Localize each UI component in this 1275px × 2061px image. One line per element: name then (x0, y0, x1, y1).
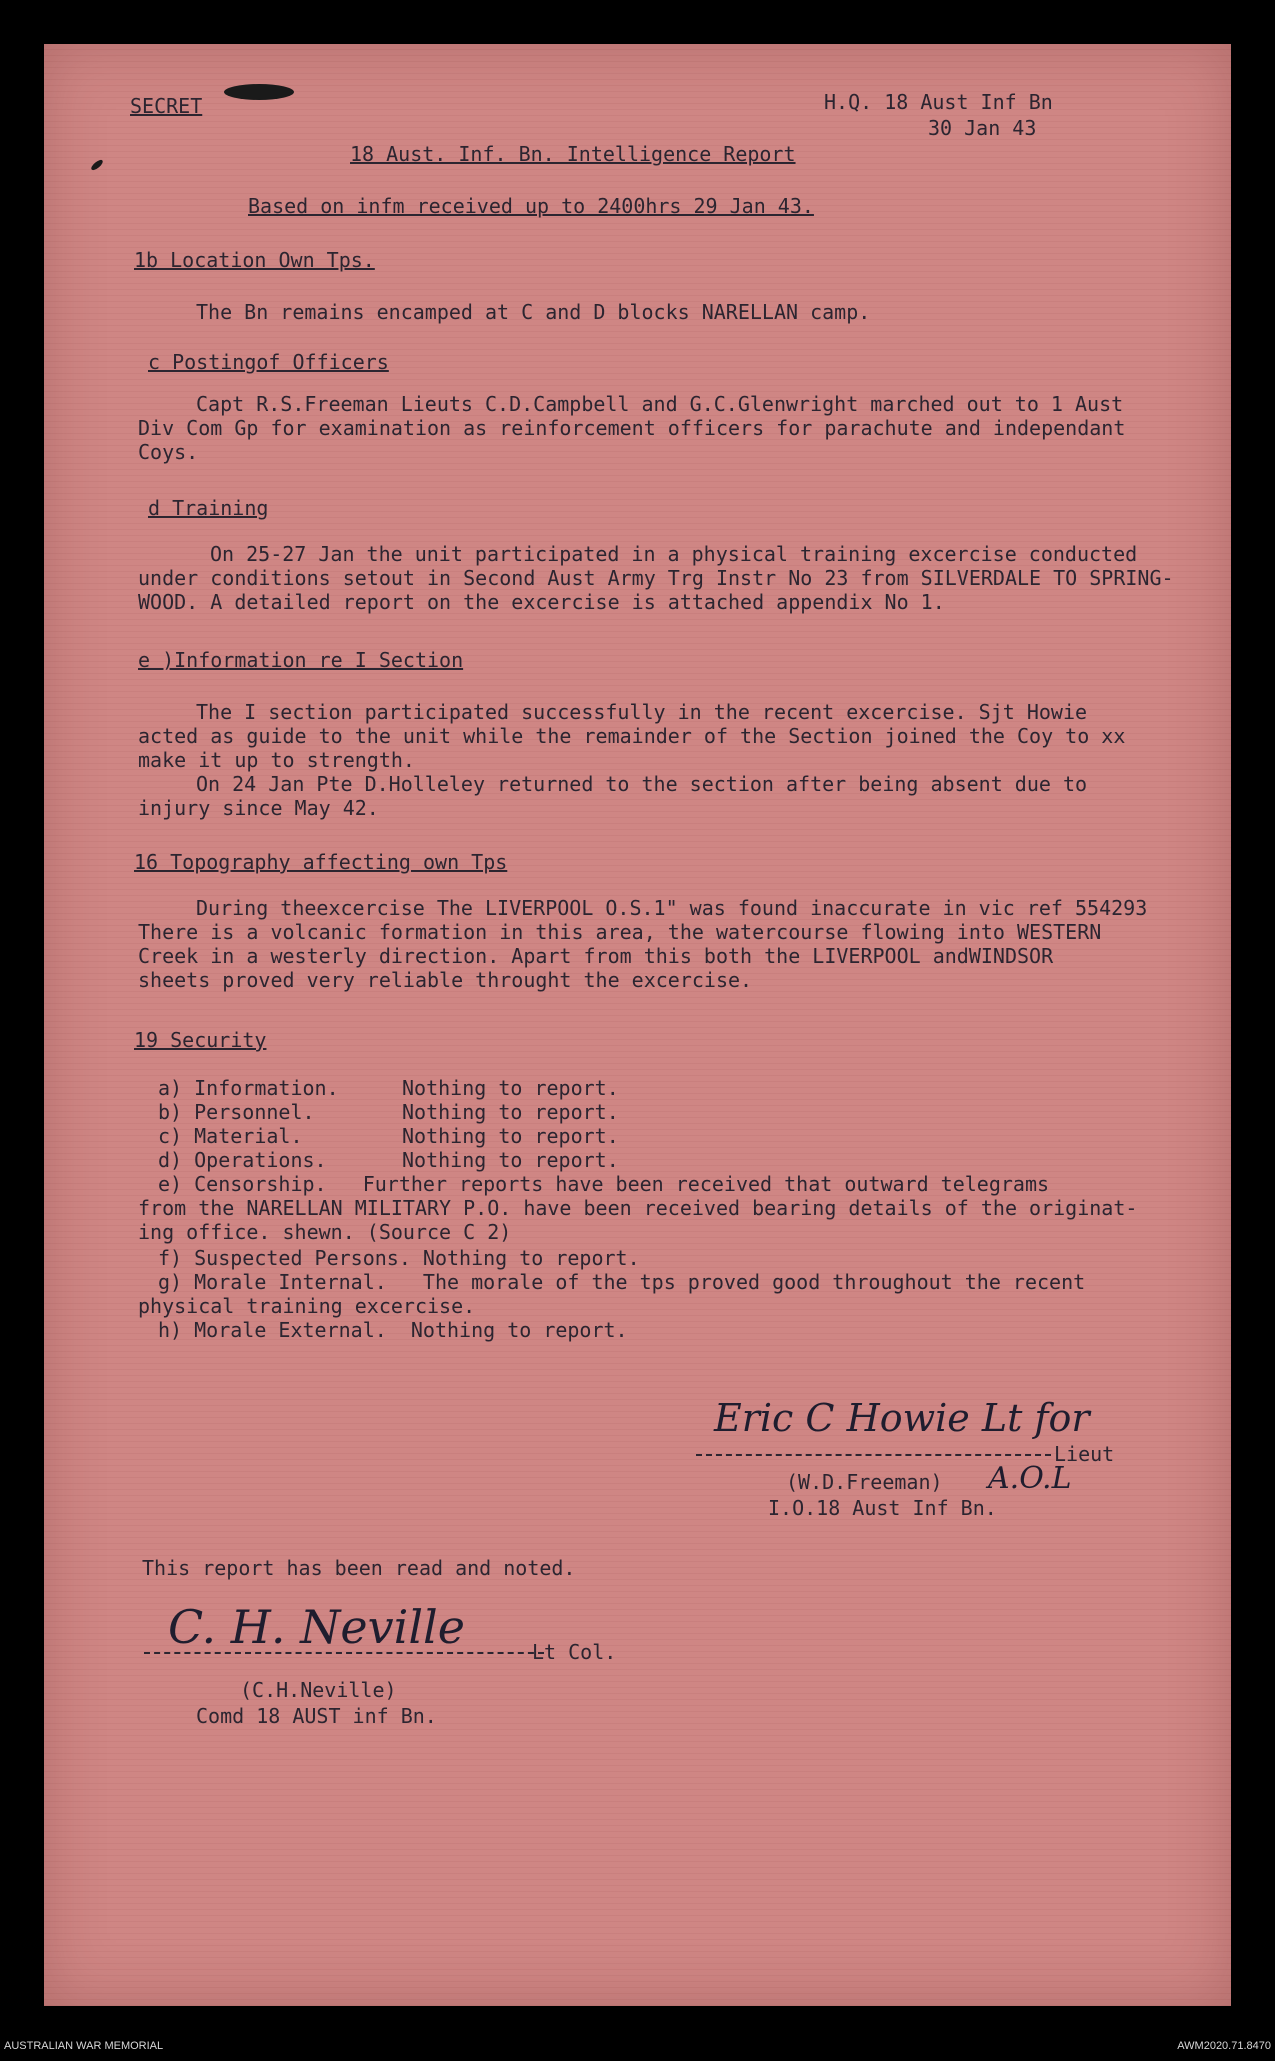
hq-line: H.Q. 18 Aust Inf Bn (824, 90, 1053, 114)
section-heading-location: 1b Location Own Tps. (134, 248, 375, 272)
co-rank: Lt Col. (532, 1640, 617, 1664)
i-section-line: On 24 Jan Pte D.Holleley returned to the section after being absent due to (196, 772, 1088, 796)
footer-archive-name: AUSTRALIAN WAR MEMORIAL (4, 2040, 164, 2052)
security-item-text: Nothing to report. (402, 1076, 619, 1100)
section-heading-security: 19 Security (134, 1028, 267, 1052)
section-heading-training: d Training (148, 496, 269, 520)
co-appointment: Comd 18 AUST inf Bn. (196, 1704, 437, 1728)
document-page (44, 44, 1231, 2006)
report-date: 30 Jan 43 (928, 116, 1037, 140)
topography-line: sheets proved very reliable throught the excercise. (138, 968, 753, 992)
security-item-label: c) Material. (158, 1124, 303, 1148)
morale-external-line: h) Morale External. Nothing to report. (158, 1318, 628, 1342)
co-name: (C.H.Neville) (240, 1678, 397, 1702)
report-title: 18 Aust. Inf. Bn. Intelligence Report (350, 142, 796, 166)
postings-line: Coys. (138, 440, 199, 464)
io-signature: Eric C Howie Lt for (714, 1396, 1090, 1440)
co-signature: C. H. Neville (168, 1600, 465, 1654)
ink-mark (90, 158, 105, 172)
censorship-line: ing office. shewn. (Source C 2) (138, 1220, 512, 1244)
suspected-persons-line: f) Suspected Persons. Nothing to report. (158, 1246, 640, 1270)
security-item-label: b) Personnel. (158, 1100, 315, 1124)
report-subtitle: Based on infm received up to 2400hrs 29 Jan 43. (248, 194, 814, 218)
classification-label: SECRET (130, 94, 203, 118)
section-heading-postings: c Postingof Officers (148, 350, 389, 374)
io-rank: Lieut (1054, 1442, 1115, 1466)
censorship-line: e) Censorship. Further reports have been received that outward telegrams (158, 1172, 1050, 1196)
i-section-line: make it up to strength. (138, 748, 415, 772)
topography-line: Creek in a westerly direction. Apart from this both the LIVERPOOL andWINDSOR (138, 944, 1054, 968)
io-initials: A.O.L (988, 1461, 1072, 1496)
postings-line: Capt R.S.Freeman Lieuts C.D.Campbell and G.C.Glenwright marched out to 1 Aust (196, 392, 1124, 416)
postings-line: Div Com Gp for examination as reinforcement officers for parachute and independant (138, 416, 1126, 440)
security-item-label: d) Operations. (158, 1148, 327, 1172)
footer-accession-number: AWM2020.71.8470 (1177, 2040, 1271, 2052)
section-heading-topography: 16 Topography affecting own Tps (134, 850, 508, 874)
security-item-text: Nothing to report. (402, 1148, 619, 1172)
morale-internal-line: physical training excercise. (138, 1294, 476, 1318)
topography-line: During theexcercise The LIVERPOOL O.S.1" was found inaccurate in vic ref 554293 (196, 896, 1148, 920)
training-line: On 25-27 Jan the unit participated in a physical training excercise conducted (210, 542, 1138, 566)
ink-smudge (224, 84, 294, 100)
training-line: under conditions setout in Second Aust Army Trg Instr No 23 from SILVERDALE TO SPRING- (138, 566, 1174, 590)
censorship-line: from the NARELLAN MILITARY P.O. have been received bearing details of the originat- (138, 1196, 1138, 1220)
co-signature-line (144, 1652, 544, 1654)
security-item-text: Nothing to report. (402, 1100, 619, 1124)
endorsement-note: This report has been read and noted. (142, 1556, 576, 1580)
i-section-line: The I section participated successfully in the recent excercise. Sjt Howie (196, 700, 1088, 724)
location-line: The Bn remains encamped at C and D blocks NARELLAN camp. (196, 300, 871, 324)
topography-line: There is a volcanic formation in this area, the watercourse flowing into WESTERN (138, 920, 1102, 944)
i-section-line: injury since May 42. (138, 796, 379, 820)
morale-internal-line: g) Morale Internal. The morale of the tps proved good throughout the recent (158, 1270, 1086, 1294)
security-item-text: Nothing to report. (402, 1124, 619, 1148)
i-section-line: acted as guide to the unit while the remainder of the Section joined the Coy to xx (138, 724, 1126, 748)
section-heading-i-section: e )Information re I Section (138, 648, 464, 672)
io-name: (W.D.Freeman) (786, 1470, 943, 1494)
io-signature-line (696, 1454, 1051, 1456)
security-item-label: a) Information. (158, 1076, 339, 1100)
training-line: WOOD. A detailed report on the excercise is attached appendix No 1. (138, 590, 945, 614)
io-appointment: I.O.18 Aust Inf Bn. (768, 1496, 997, 1520)
